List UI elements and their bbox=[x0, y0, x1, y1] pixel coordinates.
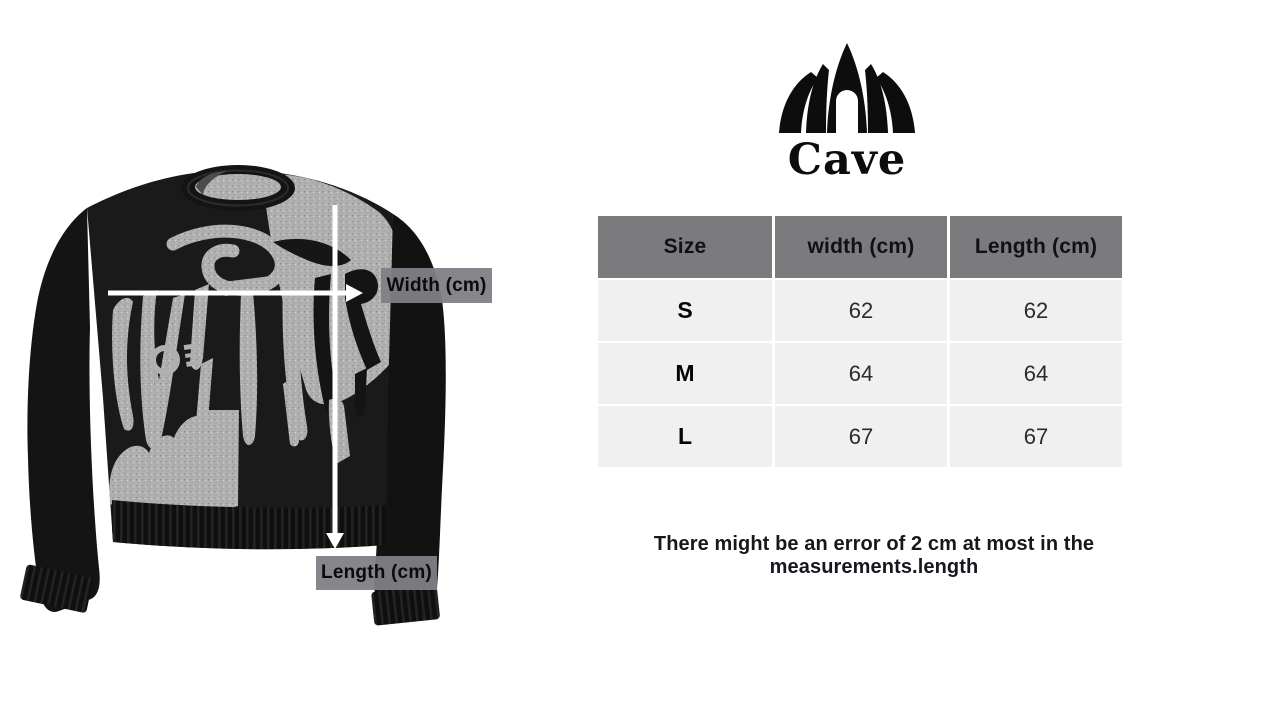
cave-arch-icon bbox=[778, 36, 916, 134]
sweater-right-cuff bbox=[371, 585, 440, 626]
column-header-length: Length (cm) bbox=[950, 216, 1122, 278]
column-header-width: width (cm) bbox=[775, 216, 947, 278]
table-row-m-size: M bbox=[598, 343, 772, 404]
sweater-left-sleeve bbox=[27, 208, 99, 612]
measurement-error-note: There might be an error of 2 cm at most in the measurements.length bbox=[653, 533, 1095, 578]
brand-logo bbox=[777, 36, 917, 185]
brand-name: Cave bbox=[787, 135, 907, 185]
table-row-s-width: 62 bbox=[775, 280, 947, 341]
table-row-l-width: 67 bbox=[775, 406, 947, 467]
table-row-m-width: 64 bbox=[775, 343, 947, 404]
table-row-l-length: 67 bbox=[950, 406, 1122, 467]
table-row-s-size: S bbox=[598, 280, 772, 341]
table-row-s-length: 62 bbox=[950, 280, 1122, 341]
width-label-chip: Width (cm) bbox=[381, 268, 492, 303]
column-header-size: Size bbox=[598, 216, 772, 278]
table-row-m-length: 64 bbox=[950, 343, 1122, 404]
size-chart-table bbox=[598, 216, 1122, 467]
table-row-l-size: L bbox=[598, 406, 772, 467]
sweater-collar bbox=[181, 165, 295, 211]
length-label-chip: Length (cm) bbox=[316, 556, 437, 590]
